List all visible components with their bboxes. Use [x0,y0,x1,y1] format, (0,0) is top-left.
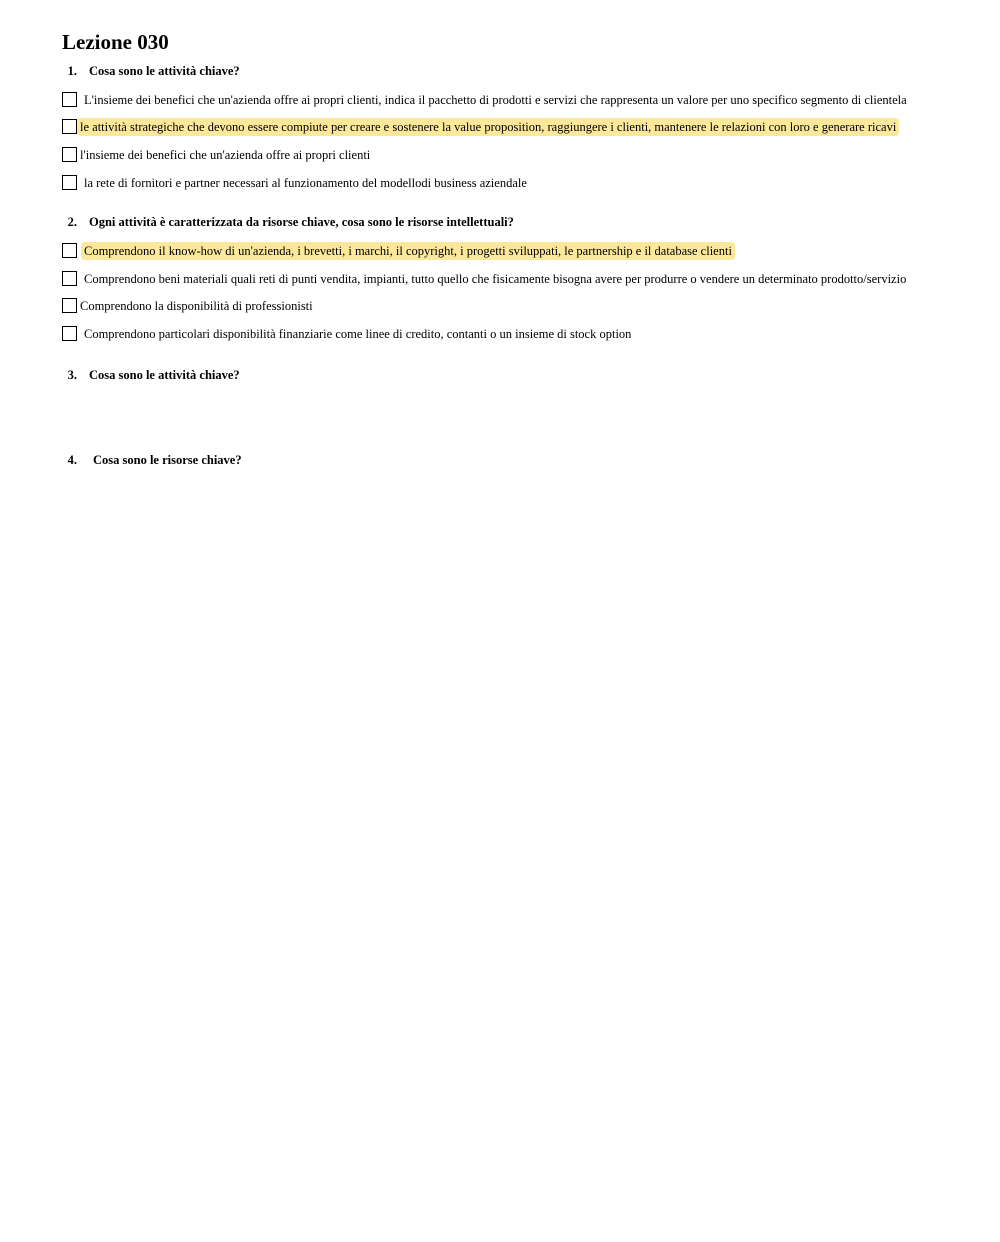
question-text: Cosa sono le risorse chiave? [93,453,242,467]
checkbox[interactable] [62,298,77,313]
answer-option-text: Comprendono beni materiali quali reti di punti vendita, impianti, tutto quello che fisicamente bisogna avere per produrre o vendere un determinato prodotto/servizio [84,272,907,286]
answer-option-text: Comprendono particolari disponibilità finanziarie come linee di credito, contanti o un insieme di stock option [84,327,632,341]
question-1 [62,63,240,79]
answer-option-text: la rete di fornitori e partner necessari al funzionamento del modellodi business aziendale [84,176,527,190]
answer-option-text: l'insieme dei benefici che un'azienda offre ai propri clienti [80,148,371,162]
question-number: 1. [67,64,77,78]
question-number: 2. [67,215,77,229]
answer-option-text: Comprendono il know-how di un'azienda, i brevetti, i marchi, il copyright, i progetti sviluppati, le partnership e il database clienti [81,242,735,260]
question-text: Cosa sono le attività chiave? [89,368,240,382]
question-text: Cosa sono le attività chiave? [89,64,240,78]
checkbox[interactable] [62,175,77,190]
question-number: 3. [67,368,77,382]
question-number: 4. [67,453,77,467]
question-text: Ogni attività è caratterizzata da risorse chiave, cosa sono le risorse intellettuali? [89,215,514,229]
answer-option-text: Comprendono la disponibilità di professionisti [80,299,313,313]
answer-option-text: le attività strategiche che devono essere compiute per creare e sostenere la value proposition, raggiungere i clienti, mantenere le relazioni con loro e generare ricavi [77,118,899,136]
question-3 [62,367,240,383]
checkbox[interactable] [62,326,77,341]
answer-option-text: L'insieme dei benefici che un'azienda offre ai propri clienti, indica il pacchetto di prodotti e servizi che rappresenta un valore per uno specifico segmento di clientela [84,93,907,107]
question-4 [62,452,242,468]
question-2 [62,214,514,230]
checkbox[interactable] [62,92,77,107]
page-title: Lezione 030 [62,30,169,54]
checkbox[interactable] [62,243,77,258]
checkbox[interactable] [62,271,77,286]
checkbox[interactable] [62,119,77,134]
checkbox[interactable] [62,147,77,162]
